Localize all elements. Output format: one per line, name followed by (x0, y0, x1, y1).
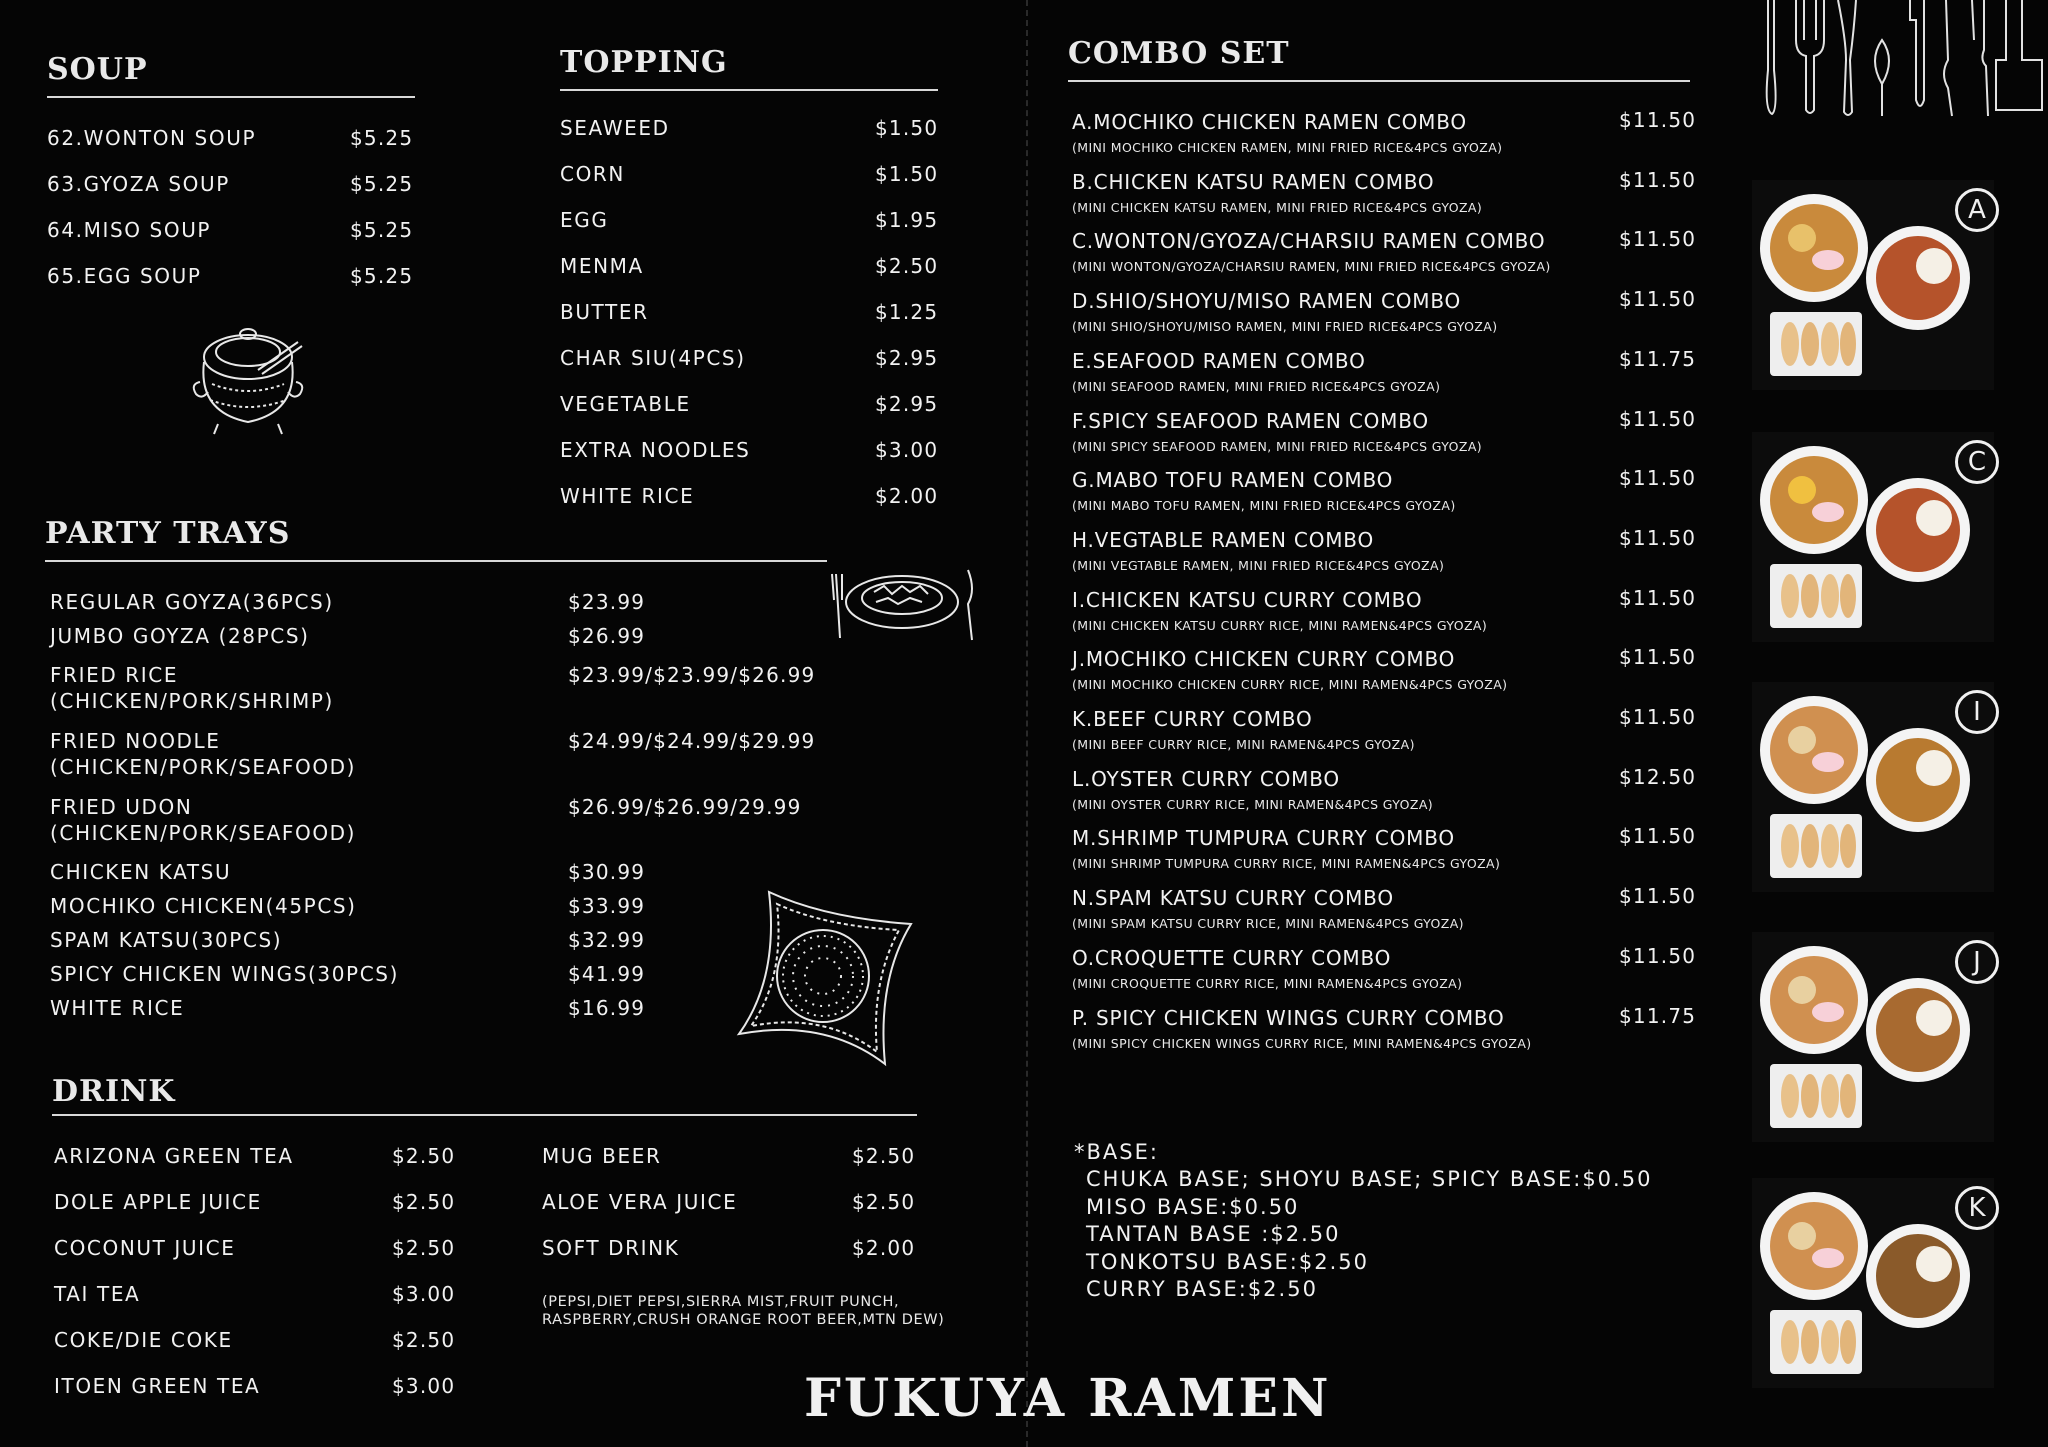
party-tray-variants: (CHICKEN/PORK/SHRIMP) (50, 689, 334, 713)
drink-item-price: $2.50 (852, 1190, 916, 1214)
soup-item-price: $5.25 (350, 126, 414, 150)
combo-name: J.MOCHIKO CHICKEN CURRY COMBO (1072, 647, 1456, 671)
topping-item-price: $1.25 (875, 300, 939, 324)
combo-price: $11.75 (1619, 347, 1697, 371)
soup-item-name: 65.EGG SOUP (47, 264, 202, 288)
combo-price: $11.50 (1619, 227, 1697, 251)
combo-price: $11.50 (1619, 108, 1697, 132)
combo-letter-badge: K (1955, 1186, 1999, 1230)
combo-description: (MINI MOCHIKO CHICKEN CURRY RICE, MINI RAMEN&4PCS GYOZA) (1072, 677, 1508, 692)
topping-item-name: MENMA (560, 254, 644, 278)
drink-item-price: $2.50 (392, 1236, 456, 1260)
combo-description: (MINI SEAFOOD RAMEN, MINI FRIED RICE&4PCS GYOZA) (1072, 379, 1441, 394)
party-tray-price: $30.99 (568, 860, 646, 884)
party-tray-name: REGULAR GOYZA(36PCS) (50, 590, 334, 614)
topping-item-price: $2.50 (875, 254, 939, 278)
drink-item-price: $3.00 (392, 1374, 456, 1398)
party-tray-name: FRIED RICE (50, 663, 179, 687)
combo-description: (MINI OYSTER CURRY RICE, MINI RAMEN&4PCS GYOZA) (1072, 797, 1434, 812)
combo-name: H.VEGTABLE RAMEN COMBO (1072, 528, 1375, 552)
base-title: *BASE: (1074, 1140, 1159, 1164)
combo-price: $11.50 (1619, 407, 1697, 431)
drink-item-name: TAI TEA (54, 1282, 141, 1306)
combo-letter-badge: J (1955, 940, 1999, 984)
combo-set-heading: COMBO SET (1068, 36, 1290, 71)
combo-description: (MINI SHIO/SHOYU/MISO RAMEN, MINI FRIED RICE&4PCS GYOZA) (1072, 319, 1498, 334)
combo-name: P. SPICY CHICKEN WINGS CURRY COMBO (1072, 1006, 1505, 1030)
combo-price: $11.50 (1619, 645, 1697, 669)
drink-item-price: $2.50 (392, 1190, 456, 1214)
combo-name: E.SEAFOOD RAMEN COMBO (1072, 349, 1366, 373)
soup-item-price: $5.25 (350, 218, 414, 242)
combo-description: (MINI CHICKEN KATSU CURRY RICE, MINI RAMEN&4PCS GYOZA) (1072, 618, 1488, 633)
drink-item-name: ARIZONA GREEN TEA (54, 1144, 294, 1168)
drink-item-name: SOFT DRINK (542, 1236, 680, 1260)
soft-drink-note-line1: (PEPSI,DIET PEPSI,SIERRA MIST,FRUIT PUNCH, (542, 1294, 900, 1310)
party-tray-variants: (CHICKEN/PORK/SEAFOOD) (50, 821, 357, 845)
soft-drink-note-line2: RASPBERRY,CRUSH ORANGE ROOT BEER,MTN DEW) (542, 1312, 945, 1328)
combo-description: (MINI WONTON/GYOZA/CHARSIU RAMEN, MINI FRIED RICE&4PCS GYOZA) (1072, 259, 1551, 274)
base-option: TONKOTSU BASE:$2.50 (1086, 1249, 1369, 1274)
topping-item-name: EXTRA NOODLES (560, 438, 751, 462)
combo-price: $11.50 (1619, 526, 1697, 550)
party-tray-price: $23.99 (568, 590, 646, 614)
page-fold (1026, 0, 1028, 1447)
topping-item-price: $1.95 (875, 208, 939, 232)
drink-item-name: ITOEN GREEN TEA (54, 1374, 261, 1398)
topping-item-name: VEGETABLE (560, 392, 691, 416)
combo-description: (MINI BEEF CURRY RICE, MINI RAMEN&4PCS GYOZA) (1072, 737, 1415, 752)
party-tray-price: $32.99 (568, 928, 646, 952)
combo-price: $11.75 (1619, 1004, 1697, 1028)
party-tray-name: FRIED NOODLE (50, 729, 221, 753)
party-tray-name: WHITE RICE (50, 996, 185, 1020)
topping-item-price: $1.50 (875, 116, 939, 140)
soup-item-name: 63.GYOZA SOUP (47, 172, 230, 196)
topping-item-name: CHAR SIU(4PCS) (560, 346, 746, 370)
combo-name: N.SPAM KATSU CURRY COMBO (1072, 886, 1394, 910)
topping-item-price: $2.95 (875, 392, 939, 416)
base-option: CHUKA BASE; SHOYU BASE; SPICY BASE:$0.50 (1086, 1167, 1653, 1191)
combo-description: (MINI SHRIMP TUMPURA CURRY RICE, MINI RAMEN&4PCS GYOZA) (1072, 856, 1501, 871)
combo-name: K.BEEF CURRY COMBO (1072, 707, 1313, 731)
soup-item-name: 62.WONTON SOUP (47, 126, 257, 150)
combo-name: G.MABO TOFU RAMEN COMBO (1072, 468, 1394, 492)
combo-price: $11.50 (1619, 705, 1697, 729)
topping-rule (560, 89, 938, 91)
base-option: CURRY BASE:$2.50 (1086, 1277, 1318, 1301)
party-tray-name: MOCHIKO CHICKEN(45PCS) (50, 894, 357, 918)
combo-price: $11.50 (1619, 287, 1697, 311)
base-option: TANTAN BASE :$2.50 (1086, 1222, 1341, 1246)
party-tray-price: $26.99 (568, 624, 646, 648)
restaurant-name: FUKUYA RAMEN (804, 1368, 1332, 1429)
drink-item-name: DOLE APPLE JUICE (54, 1190, 262, 1214)
drink-item-price: $3.00 (392, 1282, 456, 1306)
combo-description: (MINI SPAM KATSU CURRY RICE, MINI RAMEN&4PCS GYOZA) (1072, 916, 1464, 931)
drink-item-price: $2.50 (392, 1144, 456, 1168)
party-tray-name: CHICKEN KATSU (50, 860, 232, 884)
rice-plate-illustration (735, 888, 915, 1068)
party-tray-price: $33.99 (568, 894, 646, 918)
topping-item-name: WHITE RICE (560, 484, 695, 508)
combo-description: (MINI CROQUETTE CURRY RICE, MINI RAMEN&4PCS GYOZA) (1072, 976, 1463, 991)
topping-item-name: SEAWEED (560, 116, 670, 140)
party-tray-price: $26.99/$26.99/29.99 (568, 795, 802, 819)
topping-heading: TOPPING (560, 45, 728, 80)
soup-item-name: 64.MISO SOUP (47, 218, 212, 242)
party-tray-name: JUMBO GOYZA (28PCS) (50, 624, 310, 648)
soup-item-price: $5.25 (350, 264, 414, 288)
combo-name: I.CHICKEN KATSU CURRY COMBO (1072, 588, 1423, 612)
drink-item-price: $2.50 (392, 1328, 456, 1352)
combo-set-rule (1068, 80, 1690, 82)
combo-price: $11.50 (1619, 884, 1697, 908)
combo-description: (MINI MOCHIKO CHICKEN RAMEN, MINI FRIED RICE&4PCS GYOZA) (1072, 140, 1503, 155)
utensils-illustration (1752, 0, 2048, 120)
party-trays-heading: PARTY TRAYS (45, 516, 291, 551)
drink-item-name: MUG BEER (542, 1144, 662, 1168)
combo-price: $11.50 (1619, 466, 1697, 490)
party-trays-rule (45, 560, 827, 562)
drink-heading: DRINK (52, 1074, 176, 1109)
topping-item-price: $3.00 (875, 438, 939, 462)
base-option: MISO BASE:$0.50 (1086, 1194, 1300, 1219)
combo-description: (MINI CHICKEN KATSU RAMEN, MINI FRIED RICE&4PCS GYOZA) (1072, 200, 1483, 215)
party-tray-name: SPAM KATSU(30PCS) (50, 928, 283, 952)
combo-description: (MINI SPICY SEAFOOD RAMEN, MINI FRIED RICE&4PCS GYOZA) (1072, 439, 1483, 454)
combo-food-photo (1758, 942, 1988, 1142)
combo-name: C.WONTON/GYOZA/CHARSIU RAMEN COMBO (1072, 229, 1546, 253)
combo-name: A.MOCHIKO CHICKEN RAMEN COMBO (1072, 110, 1467, 134)
combo-letter-badge: I (1955, 690, 1999, 734)
combo-letter-badge: C (1955, 440, 1999, 484)
combo-food-photo (1758, 692, 1988, 892)
party-tray-price: $24.99/$24.99/$29.99 (568, 729, 816, 753)
party-tray-price: $23.99/$23.99/$26.99 (568, 663, 816, 687)
party-tray-name: FRIED UDON (50, 795, 193, 819)
combo-letter-badge: A (1955, 188, 1999, 232)
party-tray-price: $16.99 (568, 996, 646, 1020)
combo-name: O.CROQUETTE CURRY COMBO (1072, 946, 1392, 970)
topping-item-name: EGG (560, 208, 609, 232)
drink-item-price: $2.00 (852, 1236, 916, 1260)
soup-item-price: $5.25 (350, 172, 414, 196)
combo-description: (MINI MABO TOFU RAMEN, MINI FRIED RICE&4PCS GYOZA) (1072, 498, 1456, 513)
combo-price: $11.50 (1619, 168, 1697, 192)
combo-name: M.SHRIMP TUMPURA CURRY COMBO (1072, 826, 1455, 850)
plate-illustration (830, 560, 978, 644)
topping-item-price: $2.95 (875, 346, 939, 370)
combo-name: F.SPICY SEAFOOD RAMEN COMBO (1072, 409, 1429, 433)
topping-item-price: $2.00 (875, 484, 939, 508)
soup-heading: SOUP (47, 52, 148, 87)
combo-name: D.SHIO/SHOYU/MISO RAMEN COMBO (1072, 289, 1462, 313)
combo-price: $12.50 (1619, 765, 1697, 789)
combo-price: $11.50 (1619, 824, 1697, 848)
party-tray-price: $41.99 (568, 962, 646, 986)
combo-name: L.OYSTER CURRY COMBO (1072, 767, 1340, 791)
soup-pot-illustration (188, 312, 318, 442)
topping-item-price: $1.50 (875, 162, 939, 186)
combo-name: B.CHICKEN KATSU RAMEN COMBO (1072, 170, 1435, 194)
drink-rule (52, 1114, 917, 1116)
combo-food-photo (1758, 442, 1988, 642)
party-tray-name: SPICY CHICKEN WINGS(30PCS) (50, 962, 399, 986)
combo-food-photo (1758, 1188, 1988, 1388)
drink-item-name: COCONUT JUICE (54, 1236, 236, 1260)
drink-item-name: COKE/DIE COKE (54, 1328, 233, 1352)
combo-price: $11.50 (1619, 944, 1697, 968)
combo-description: (MINI SPICY CHICKEN WINGS CURRY RICE, MINI RAMEN&4PCS GYOZA) (1072, 1036, 1532, 1051)
combo-description: (MINI VEGTABLE RAMEN, MINI FRIED RICE&4PCS GYOZA) (1072, 558, 1445, 573)
combo-food-photo (1758, 190, 1988, 390)
combo-price: $11.50 (1619, 586, 1697, 610)
soup-rule (47, 96, 415, 98)
party-tray-variants: (CHICKEN/PORK/SEAFOOD) (50, 755, 357, 779)
drink-item-name: ALOE VERA JUICE (542, 1190, 738, 1214)
drink-item-price: $2.50 (852, 1144, 916, 1168)
topping-item-name: CORN (560, 162, 625, 186)
topping-item-name: BUTTER (560, 300, 649, 324)
